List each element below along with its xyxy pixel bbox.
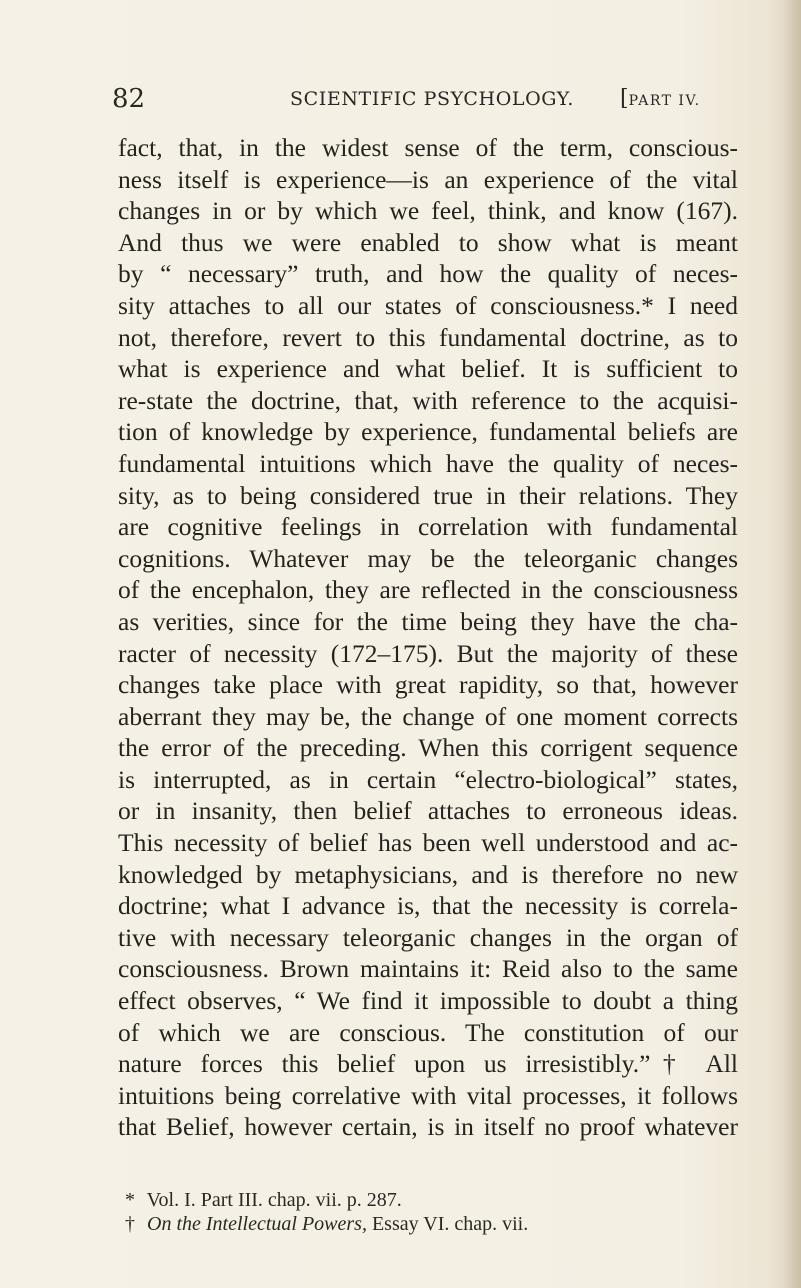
text-line: that Belief, however certain, is in itself no proof whatever <box>118 1112 738 1142</box>
text-line: tion of knowledge by experience, fundamental beliefs are <box>118 417 738 447</box>
text-line: intuitions being correlative with vital processes, it follows <box>118 1080 738 1110</box>
text-line: as verities, since for the time being they have the cha- <box>118 606 738 636</box>
footnote-text: Essay VI. chap. vii. <box>366 1213 529 1235</box>
text-line: sity, as to being considered true in their relations. They <box>118 480 738 510</box>
text-line: fact, that, in the widest sense of the term, conscious- <box>118 133 738 162</box>
text-line: of which we are conscious. The constitution of our <box>118 1017 738 1047</box>
text-line: are cognitive feelings in correlation with fundamental <box>118 512 738 542</box>
text-line: fundamental intuitions which have the quality of neces- <box>118 448 738 478</box>
part-label <box>620 86 701 111</box>
page-number: 82 <box>112 84 146 114</box>
page-edge-shadow <box>783 0 801 1288</box>
part-bracket: [ <box>620 86 629 111</box>
text-line: not, therefore, revert to this fundamental doctrine, as to <box>118 322 738 352</box>
text-line: cognitions. Whatever may be the teleorganic changes <box>118 543 738 573</box>
text-line: changes take place with great rapidity, so that, however <box>118 670 738 700</box>
running-header <box>112 82 732 116</box>
footnote <box>118 1188 738 1212</box>
text-line: knowledged by metaphysicians, and is therefore no new <box>118 859 738 889</box>
text-line: changes in or by which we feel, think, and know (167). <box>118 196 738 226</box>
text-line: tive with necessary teleorganic changes in the organ of <box>118 922 738 952</box>
text-line: nature forces this belief upon us irresistibly.”† All <box>118 1049 738 1079</box>
text-line: consciousness. Brown maintains it: Reid also to the same <box>118 954 738 984</box>
footnote-text: Vol. I. Part III. chap. vii. p. 287. <box>146 1189 402 1211</box>
text-line: or in insanity, then belief attaches to erroneous ideas. <box>118 796 738 826</box>
footnotes <box>118 1188 738 1236</box>
text-line: by “ necessary” truth, and how the quality of neces- <box>118 259 738 289</box>
footnote-book-title: On the Intellectual Powers, <box>147 1213 367 1235</box>
text-line: sity attaches to all our states of consciousness.* I need <box>118 290 738 320</box>
text-line: the error of the preceding. When this corrigent sequence <box>118 733 738 763</box>
text-line: This necessity of belief has been well understood and ac- <box>118 828 738 858</box>
footnote-mark: † <box>125 1213 135 1235</box>
text-line: re-state the doctrine, that, with reference to the acquisi- <box>118 385 738 415</box>
text-line: doctrine; what I advance is, that the necessity is correla- <box>118 891 738 921</box>
text-line: racter of necessity (172–175). But the majority of these <box>118 638 738 668</box>
text-line: aberrant they may be, the change of one moment corrects <box>118 701 738 731</box>
text-line: ness itself is experience—is an experience of the vital <box>118 164 738 194</box>
footnote <box>118 1212 738 1236</box>
running-title: SCIENTIFIC PSYCHOLOGY. <box>290 88 575 110</box>
text-line: is interrupted, as in certain “electro-biological” states, <box>118 764 738 794</box>
text-line: And thus we were enabled to show what is meant <box>118 227 738 257</box>
text-line: effect observes, “ We find it impossible to doubt a thing <box>118 986 738 1016</box>
part-label-text: PART IV. <box>628 93 701 109</box>
text-line: what is experience and what belief. It is sufficient to <box>118 354 738 384</box>
footnote-mark: * <box>125 1189 135 1211</box>
body-paragraph <box>118 132 738 1143</box>
text-line: of the encephalon, they are reflected in the consciousness <box>118 575 738 605</box>
